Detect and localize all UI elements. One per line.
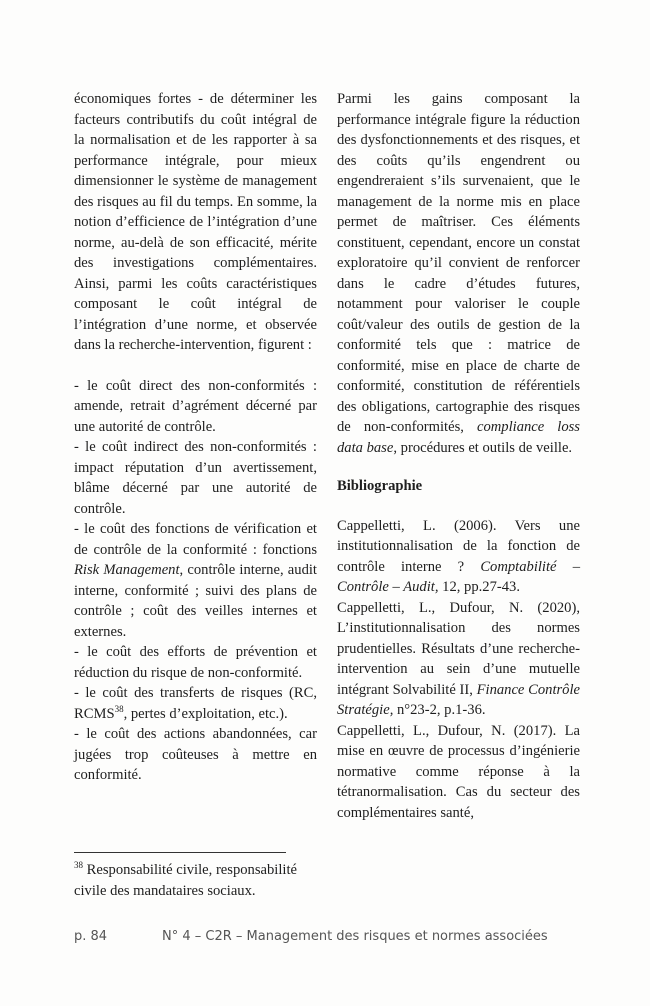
cost-item-abandoned: - le coût des actions abandonnées, car jugées trop coûteuses à mettre en conformité. [74,726,317,783]
footnote-ref[interactable]: 38 [114,703,124,714]
bibliography-entry: Cappelletti, L., Dufour, N. (2017). La mise en œuvre de processus d’ingénierie normative comme réponse à la tétranormalisation. Cas du secteur des complémentaires santé, [337,722,580,821]
footnote [74,860,317,901]
footnote-text: Responsabilité civile, responsabilité civile des mandataires sociaux. [74,862,297,899]
gains-paragraph: Parmi les gains composant la performance intégrale figure la réduction des dysfonctionnements et des risques, et des coûts qu’ils engendrent ou engendreraient s’ils survenaient, que le management de la norme mis en place permet de maîtriser. Ces éléments constituent, cependant, encore un constat exploratoire qu’il convient de renforcer dans le cadre d’études futures, notamment pour valoriser le couple coût/valeur des outils de gestion de la conformité tels que : matrice de conformité, mise en place de charte de conformité, constitution de référentiels des obligations, cartographie des risques de non-conformités, compliance loss data base, procédures et outils de veille. [337,91,580,456]
cost-item-direct: - le coût direct des non-conformités : amende, retrait d’agrément décerné par une autorité de contrôle. [74,377,317,435]
running-title: N° 4 – C2R – Management des risques et normes associées [162,929,548,944]
left-column [74,89,317,786]
cost-item-transfers: - le coût des transferts de risques (RC, RCMS$^{38}$, pertes d’exploitation, etc.). [74,685,317,722]
cost-item-prevention: - le coût des efforts de prévention et réduction du risque de non-conformité. [74,644,317,681]
footnote-divider [74,852,286,853]
bibliography-entry: Cappelletti, L. (2006). Vers une institutionnalisation de la fonction de contrôle interne ? Comptabilité – Contrôle – Audit, 12, pp.27-43. [337,517,580,595]
bibliography-heading: Bibliographie [337,478,423,494]
intro-paragraph: économiques fortes - de déterminer les facteurs contributifs du coût intégral de la normalisation et de les rapporter à sa performance intégrale, pour mieux dimensionner le système de management des risques au fil du temps. En somme, la notion d’efficience de l’intégration d’une norme, au-delà de son efficacité, mérite des investigations complémentaires. Ainsi, parmi les coûts caractéristiques composant le coût intégral de l’intégration d’une norme, et observée dans la recherche-intervention, figurent : [74,91,317,353]
right-column [337,89,580,823]
cost-item-indirect: - le coût indirect des non-conformités : impact réputation d’un avertissement, blâme décerné par une autorité de contrôle. [74,439,317,517]
page-number: p. 84 [74,929,108,944]
footnote-number: 38 [74,860,83,871]
bibliography-entry: Cappelletti, L., Dufour, N. (2020), L’institutionnalisation des normes prudentielles. Résultats d’une recherche-intervention au sein d’une mutuelle intégrant Solvabilité II, Finance Contrôle Stratégie, n°23-2, p.1-36. [337,599,581,718]
cost-item-functions: - le coût des fonctions de vérification et de contrôle de la conformité : fonctions Risk Management, contrôle interne, audit interne, conformité ; suivi des plans de contrôle ; coût des veilles internes et externes. [74,521,317,640]
